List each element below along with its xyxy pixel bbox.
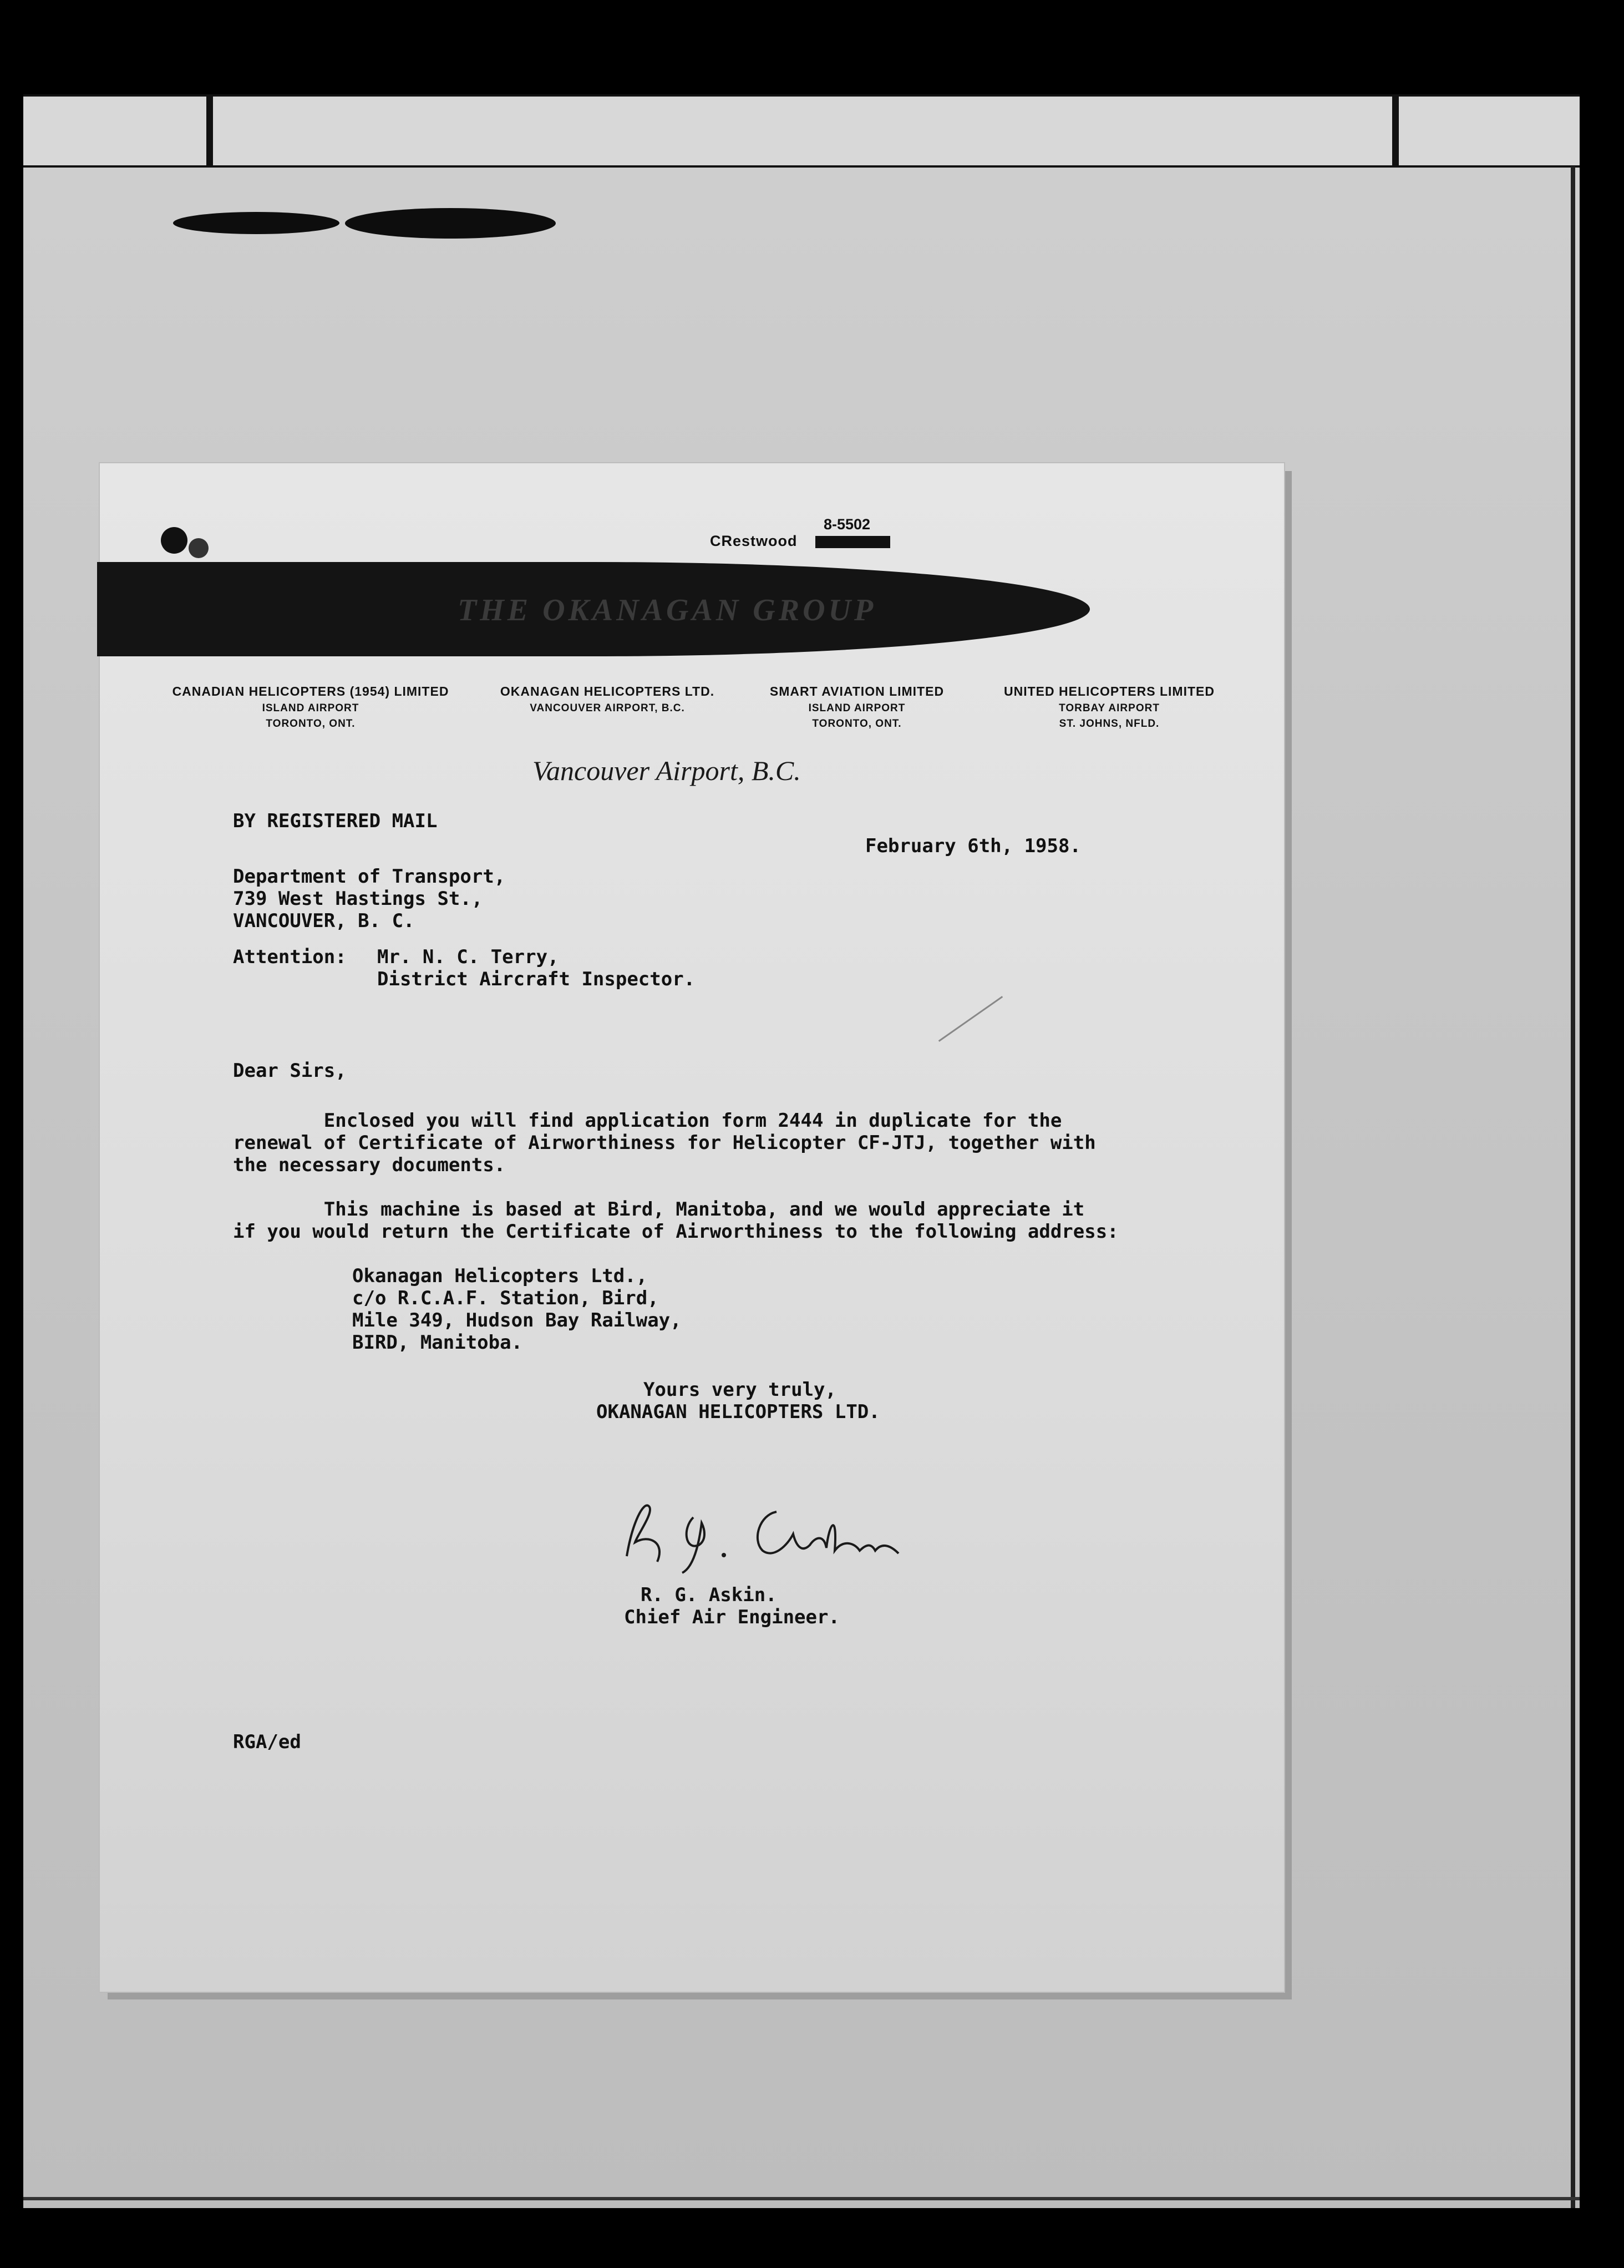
phone-number: 8-5502 bbox=[824, 516, 871, 533]
attention-line: Mr. N. C. Terry, bbox=[377, 946, 559, 968]
film-scratch bbox=[938, 996, 1003, 1042]
reference-initials: RGA/ed bbox=[233, 1731, 301, 1753]
frame-divider bbox=[206, 94, 213, 166]
address-line: c/o R.C.A.F. Station, Bird, bbox=[352, 1287, 659, 1309]
pin-mark bbox=[189, 538, 209, 558]
company-united-helicopters: UNITED HELICOPTERS LIMITED TORBAY AIRPORT ST. JOHNS, NFLD. bbox=[1004, 684, 1215, 730]
paragraph-line: the necessary documents. bbox=[233, 1154, 506, 1176]
recipient-line: VANCOUVER, B. C. bbox=[233, 910, 415, 932]
group-name: THE OKANAGAN GROUP bbox=[458, 593, 877, 627]
delivery-method: BY REGISTERED MAIL bbox=[233, 810, 438, 832]
closing-company: OKANAGAN HELICOPTERS LTD. bbox=[596, 1401, 880, 1423]
ink-blot bbox=[345, 208, 556, 239]
frame-rule bbox=[23, 165, 1580, 168]
address-line: Mile 349, Hudson Bay Railway, bbox=[352, 1309, 682, 1332]
company-smart-aviation: SMART AVIATION LIMITED ISLAND AIRPORT TORONTO, ONT. bbox=[769, 684, 945, 730]
paragraph-line: if you would return the Certificate of Airworthiness to the following address: bbox=[233, 1221, 1119, 1243]
ink-blot bbox=[173, 212, 339, 234]
attention-line: District Aircraft Inspector. bbox=[377, 968, 696, 990]
phone-redaction-bar bbox=[815, 536, 890, 548]
pin-mark bbox=[161, 527, 187, 554]
frame-bottom-rule bbox=[23, 2197, 1580, 2200]
frame-rule bbox=[23, 94, 1580, 97]
handwritten-signature bbox=[610, 1490, 921, 1578]
letter-sheet bbox=[100, 463, 1284, 1992]
frame-divider bbox=[1392, 94, 1399, 166]
recipient-line: 739 West Hastings St., bbox=[233, 888, 483, 910]
letter-date: February 6th, 1958. bbox=[865, 835, 1081, 857]
company-canadian-helicopters: CANADIAN HELICOPTERS (1954) LIMITED ISLAND AIRPORT TORONTO, ONT. bbox=[172, 684, 449, 730]
address-line: Okanagan Helicopters Ltd., bbox=[352, 1265, 648, 1287]
letterhead-banner bbox=[97, 562, 1090, 656]
frame-edge bbox=[1571, 166, 1575, 2208]
signer-title: Chief Air Engineer. bbox=[624, 1606, 840, 1628]
attention-label: Attention: bbox=[233, 946, 347, 968]
phone-number-block bbox=[699, 516, 899, 555]
address-line: BIRD, Manitoba. bbox=[352, 1332, 523, 1354]
paragraph-line: Enclosed you will find application form 2444 in duplicate for the bbox=[233, 1110, 1062, 1132]
phone-exchange: CRestwood bbox=[710, 533, 798, 549]
salutation: Dear Sirs, bbox=[233, 1060, 347, 1082]
film-strip bbox=[23, 94, 1580, 166]
recipient-line: Department of Transport, bbox=[233, 865, 506, 888]
company-list bbox=[144, 682, 1253, 749]
paragraph-line: renewal of Certificate of Airworthiness for Helicopter CF-JTJ, together with bbox=[233, 1132, 1096, 1154]
letterhead-location: Vancouver Airport, B.C. bbox=[532, 755, 801, 786]
paragraph-line: This machine is based at Bird, Manitoba, and we would appreciate it bbox=[233, 1198, 1085, 1221]
company-okanagan-helicopters: OKANAGAN HELICOPTERS LTD. VANCOUVER AIRPORT, B.C. bbox=[500, 684, 715, 715]
signer-name: R. G. Askin. bbox=[641, 1584, 777, 1606]
closing: Yours very truly, bbox=[643, 1379, 836, 1401]
